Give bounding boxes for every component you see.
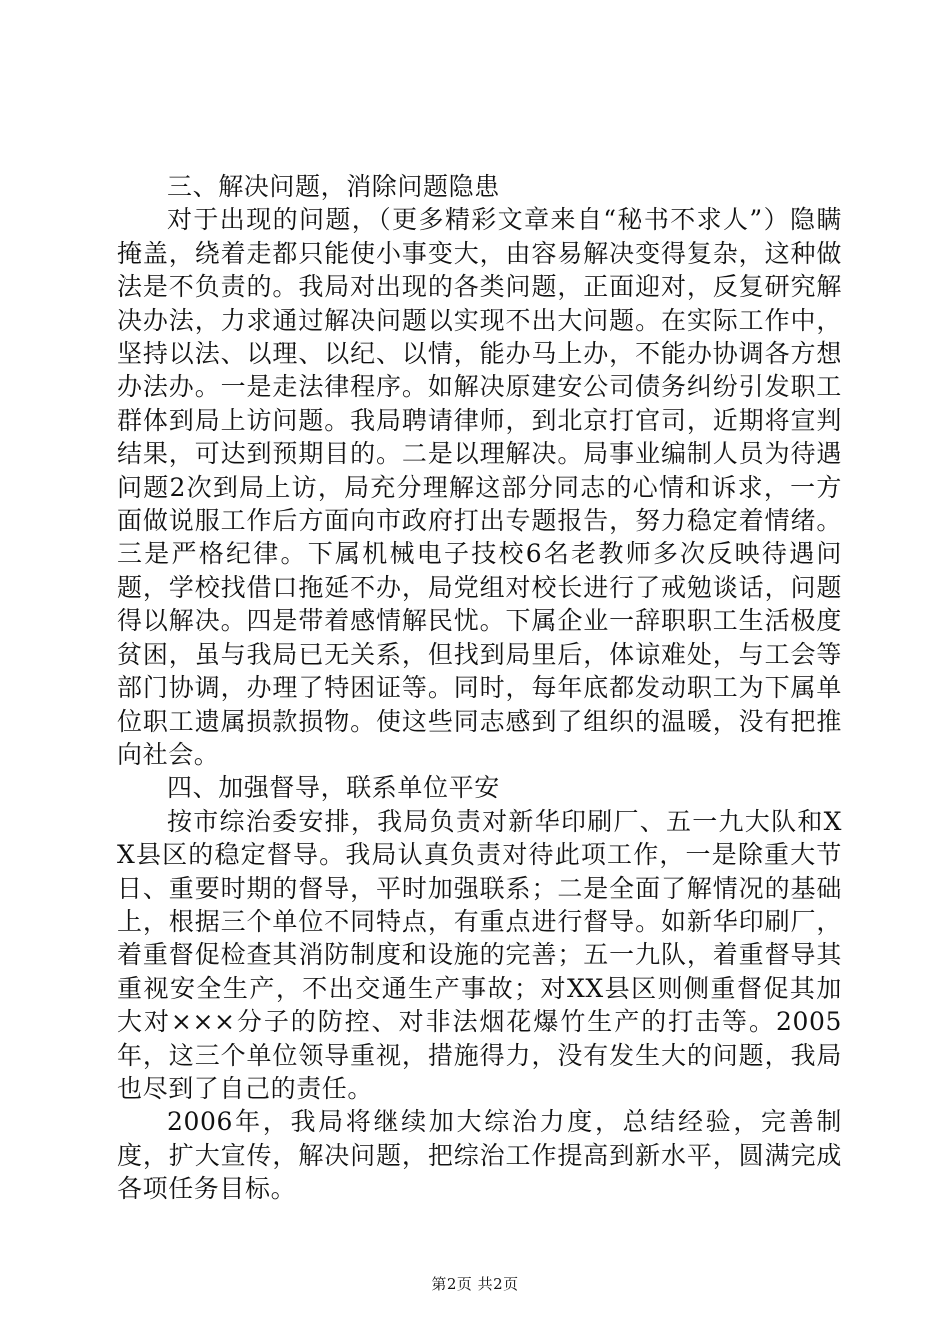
- page-footer: 第2页 共2页: [431, 1275, 519, 1293]
- closing-paragraph: 2006年，我局将继续加大综治力度，总结经验，完善制度，扩大宣传，解决问题，把综治工作提高到新水平，圆满完成各项任务目标。: [117, 1107, 842, 1204]
- section-heading-3: 三、解决问题，消除问题隐患: [167, 172, 500, 201]
- section-4-paragraph-1: 按市综治委安排，我局负责对新华印刷厂、五一九大队和XX县区的稳定督导。我局认真负责对待此项工作，一是除重大节日、重要时期的督导，平时加强联系；二是全面了解情况的基础上，根据三个单位不同特点，有重点进行督导。如新华印刷厂，着重督促检查其消防制度和设施的完善；五一九队，着重督导其重视安全生产，不出交通生产事故；对XX县区则侧重督促其加大对×××分子的防控、对非法烟花爆竹生产的打击等。2005年，这三个单位领导重视，措施得力，没有发生大的问题，我局也尽到了自己的责任。: [117, 806, 842, 1103]
- section-heading-4: 四、加强督导，联系单位平安: [167, 773, 500, 803]
- section-3-paragraph-1: 对于出现的问题，（更多精彩文章来自“秘书不求人”）隐瞒掩盖，绕着走都只能使小事变大，由容易解决变得复杂，这种做法是不负责的。我局对出现的各类问题，正面迎对，反复研究解决办法，力求通过解决问题以实现不出大问题。在实际工作中，坚持以法、以理、以纪、以情，能办马上办，不能办协调各方想办法办。一是走法律程序。如解决原建安公司债务纠纷引发职工群体到局上访问题。我局聘请律师，到北京打官司，近期将宣判结果，可达到预期目的。二是以理解决。局事业编制人员为待遇问题2次到局上访，局充分理解这部分同志的心情和诉求，一方面做说服工作后方面向市政府打出专题报告，努力稳定着情绪。三是严格纪律。下属机械电子技校6名老教师多次反映待遇问题，学校找借口拖延不办，局党组对校长进行了戒勉谈话，问题得以解决。四是带着感情解民忧。下属企业一辞职职工生活极度贫困，虽与我局已无关系，但找到局里后，体谅难处，与工会等部门协调，办理了特困证等。同时，每年底都发动职工为下属单位职工遗属损款损物。使这些同志感到了组织的温暖，没有把推向社会。: [117, 205, 842, 769]
- document-body: [117, 170, 842, 1206]
